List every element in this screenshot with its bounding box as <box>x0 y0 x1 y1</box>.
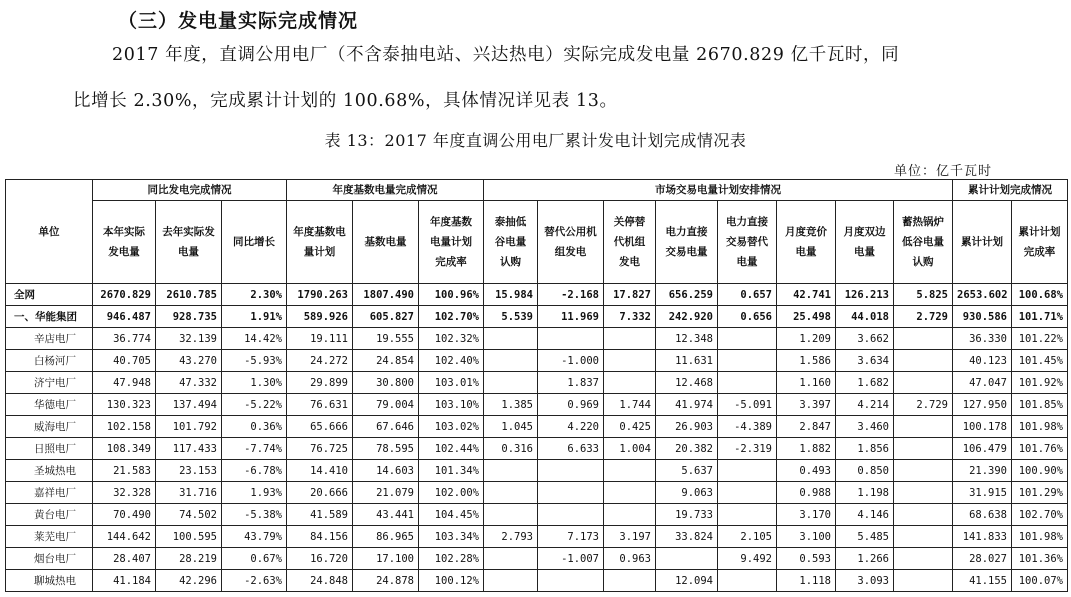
table-cell: 24.854 <box>353 350 419 372</box>
table-cell: 9.063 <box>656 482 718 504</box>
table-cell <box>718 350 777 372</box>
table-cell: -1.000 <box>538 350 604 372</box>
table-cell: 102.28% <box>419 548 484 570</box>
header-group: 累计计划完成情况 <box>953 180 1068 201</box>
table-cell: 0.425 <box>604 416 656 438</box>
row-unit-name: 威海电厂 <box>6 416 93 438</box>
generation-plan-table <box>5 179 1068 592</box>
subheader: 同比增长 <box>222 201 287 284</box>
subheader: 月度双边电量 <box>836 201 894 284</box>
table-cell <box>718 328 777 350</box>
subheader: 本年实际发电量 <box>93 201 156 284</box>
table-cell <box>894 350 953 372</box>
table-cell: 2670.829 <box>93 284 156 306</box>
table-cell: 19.733 <box>656 504 718 526</box>
table-cell: 242.920 <box>656 306 718 328</box>
table-cell: 101.792 <box>156 416 222 438</box>
table-cell: 76.631 <box>287 394 353 416</box>
subheader: 年度基数电量计划 <box>287 201 353 284</box>
table-cell <box>718 570 777 592</box>
table-cell: 36.774 <box>93 328 156 350</box>
table-cell: 130.323 <box>93 394 156 416</box>
table-cell: 33.824 <box>656 526 718 548</box>
table-cell: -2.168 <box>538 284 604 306</box>
row-unit-name: 一、华能集团 <box>6 306 93 328</box>
table-cell <box>484 482 538 504</box>
table-cell: 0.593 <box>777 548 836 570</box>
table-cell: 101.92% <box>1012 372 1068 394</box>
subheader: 泰抽低谷电量认购 <box>484 201 538 284</box>
table-cell: -5.091 <box>718 394 777 416</box>
table-cell <box>484 350 538 372</box>
table-cell: 946.487 <box>93 306 156 328</box>
table-cell <box>894 460 953 482</box>
table-cell: 31.915 <box>953 482 1012 504</box>
table-cell: 21.390 <box>953 460 1012 482</box>
table-cell: 1.118 <box>777 570 836 592</box>
table-cell: 2.847 <box>777 416 836 438</box>
table-cell: 43.441 <box>353 504 419 526</box>
table-cell <box>484 372 538 394</box>
table-cell: 100.96% <box>419 284 484 306</box>
table-cell: 47.948 <box>93 372 156 394</box>
table-cell <box>894 416 953 438</box>
table-cell <box>718 460 777 482</box>
table-cell: 0.963 <box>604 548 656 570</box>
table-cell: 42.741 <box>777 284 836 306</box>
header-group: 年度基数电量完成情况 <box>287 180 484 201</box>
table-cell: 3.197 <box>604 526 656 548</box>
table-cell <box>894 548 953 570</box>
table-cell: 0.67% <box>222 548 287 570</box>
table-cell: 7.173 <box>538 526 604 548</box>
table-cell <box>656 548 718 570</box>
table-cell: 20.382 <box>656 438 718 460</box>
table-cell: 1.837 <box>538 372 604 394</box>
table-cell <box>894 438 953 460</box>
table-cell: 1.586 <box>777 350 836 372</box>
table-cell: 1807.490 <box>353 284 419 306</box>
table-cell: 32.139 <box>156 328 222 350</box>
table-cell: 3.397 <box>777 394 836 416</box>
table-cell: 15.984 <box>484 284 538 306</box>
table-cell: 100.12% <box>419 570 484 592</box>
table-cell: 1.856 <box>836 438 894 460</box>
table-cell: 0.656 <box>718 306 777 328</box>
table-cell: 928.735 <box>156 306 222 328</box>
table-cell: 11.969 <box>538 306 604 328</box>
table-cell: 43.79% <box>222 526 287 548</box>
table-cell: 19.111 <box>287 328 353 350</box>
table-cell: 5.539 <box>484 306 538 328</box>
table-cell: 102.70% <box>419 306 484 328</box>
table-row <box>6 372 1068 394</box>
table-cell: 102.40% <box>419 350 484 372</box>
table-cell: 2.729 <box>894 394 953 416</box>
table-cell: 127.950 <box>953 394 1012 416</box>
table-cell: 40.123 <box>953 350 1012 372</box>
table-cell: 103.01% <box>419 372 484 394</box>
table-cell: 100.595 <box>156 526 222 548</box>
table-cell: 0.316 <box>484 438 538 460</box>
table-cell <box>718 504 777 526</box>
table-cell: 3.100 <box>777 526 836 548</box>
row-unit-name: 黄台电厂 <box>6 504 93 526</box>
table-cell: 30.800 <box>353 372 419 394</box>
table-cell: -5.22% <box>222 394 287 416</box>
table-cell: 101.22% <box>1012 328 1068 350</box>
table-cell: 14.410 <box>287 460 353 482</box>
table-cell: 1.045 <box>484 416 538 438</box>
table-cell: 101.29% <box>1012 482 1068 504</box>
table-cell: 101.45% <box>1012 350 1068 372</box>
table-cell <box>894 482 953 504</box>
table-cell <box>894 328 953 350</box>
table-cell: -5.38% <box>222 504 287 526</box>
table-cell: 102.158 <box>93 416 156 438</box>
table-cell: 101.76% <box>1012 438 1068 460</box>
table-cell <box>718 372 777 394</box>
header-unit: 单位 <box>6 180 93 284</box>
table-cell: 106.479 <box>953 438 1012 460</box>
table-cell: 0.988 <box>777 482 836 504</box>
table-body <box>6 284 1068 592</box>
table-cell: 28.027 <box>953 548 1012 570</box>
table-cell: 20.666 <box>287 482 353 504</box>
table-cell: 1.93% <box>222 482 287 504</box>
table-cell: 2.30% <box>222 284 287 306</box>
table-cell: 1.198 <box>836 482 894 504</box>
table-cell: 101.36% <box>1012 548 1068 570</box>
table-cell <box>604 504 656 526</box>
table-cell: 43.270 <box>156 350 222 372</box>
table-cell: 100.90% <box>1012 460 1068 482</box>
table-cell: -7.74% <box>222 438 287 460</box>
table-cell: 1790.263 <box>287 284 353 306</box>
table-cell: 1.004 <box>604 438 656 460</box>
table-cell: 1.385 <box>484 394 538 416</box>
table-cell: 36.330 <box>953 328 1012 350</box>
table-cell: 29.899 <box>287 372 353 394</box>
table-cell: 5.825 <box>894 284 953 306</box>
table-cell <box>538 328 604 350</box>
table-cell: 21.079 <box>353 482 419 504</box>
table-cell: -6.78% <box>222 460 287 482</box>
row-unit-name: 白杨河厂 <box>6 350 93 372</box>
table-cell: 102.70% <box>1012 504 1068 526</box>
table-cell: 589.926 <box>287 306 353 328</box>
table-cell: 47.332 <box>156 372 222 394</box>
table-cell: 24.878 <box>353 570 419 592</box>
table-cell: 74.502 <box>156 504 222 526</box>
subheader: 电力直接交易电量 <box>656 201 718 284</box>
table-cell: 5.637 <box>656 460 718 482</box>
table-cell <box>604 570 656 592</box>
table-cell: 41.184 <box>93 570 156 592</box>
table-cell: 103.10% <box>419 394 484 416</box>
table-cell: 0.969 <box>538 394 604 416</box>
table-cell <box>484 328 538 350</box>
row-unit-name: 全网 <box>6 284 93 306</box>
table-cell <box>604 350 656 372</box>
table-cell: 65.666 <box>287 416 353 438</box>
table-row <box>6 328 1068 350</box>
table-cell: 1.209 <box>777 328 836 350</box>
table-cell: -4.389 <box>718 416 777 438</box>
table-cell: 1.682 <box>836 372 894 394</box>
table-cell: 1.744 <box>604 394 656 416</box>
table-cell: 101.85% <box>1012 394 1068 416</box>
table-cell: -2.63% <box>222 570 287 592</box>
table-cell: 86.965 <box>353 526 419 548</box>
table-cell: 930.586 <box>953 306 1012 328</box>
row-unit-name: 日照电厂 <box>6 438 93 460</box>
table-cell: 0.850 <box>836 460 894 482</box>
table-cell <box>894 526 953 548</box>
table-cell <box>604 482 656 504</box>
table-row <box>6 306 1068 328</box>
table-cell: 70.490 <box>93 504 156 526</box>
subheader: 关停替代机组发电 <box>604 201 656 284</box>
table-cell: -2.319 <box>718 438 777 460</box>
table-cell: 3.460 <box>836 416 894 438</box>
table-cell: 9.492 <box>718 548 777 570</box>
table-cell: 1.30% <box>222 372 287 394</box>
table-row <box>6 504 1068 526</box>
table-cell <box>538 504 604 526</box>
table-cell <box>538 482 604 504</box>
header-group: 同比发电完成情况 <box>93 180 287 201</box>
table-cell: 101.98% <box>1012 526 1068 548</box>
table-cell <box>604 328 656 350</box>
table-cell: 0.493 <box>777 460 836 482</box>
table-cell: 1.882 <box>777 438 836 460</box>
table-row <box>6 460 1068 482</box>
table-cell: 656.259 <box>656 284 718 306</box>
table-cell: 4.220 <box>538 416 604 438</box>
row-unit-name: 烟台电厂 <box>6 548 93 570</box>
table-cell: 2.729 <box>894 306 953 328</box>
table-cell: 2.793 <box>484 526 538 548</box>
table-cell <box>894 372 953 394</box>
row-unit-name: 嘉祥电厂 <box>6 482 93 504</box>
table-cell: 23.153 <box>156 460 222 482</box>
table-cell: 126.213 <box>836 284 894 306</box>
table-cell: 3.093 <box>836 570 894 592</box>
table-cell: 108.349 <box>93 438 156 460</box>
table-cell: 3.170 <box>777 504 836 526</box>
table-cell: 47.047 <box>953 372 1012 394</box>
subheader: 累计计划 <box>953 201 1012 284</box>
row-unit-name: 华德电厂 <box>6 394 93 416</box>
table-row <box>6 350 1068 372</box>
table-cell: 4.214 <box>836 394 894 416</box>
table-cell: 41.155 <box>953 570 1012 592</box>
unit-label: 单位：亿千瓦时 <box>894 164 993 179</box>
table-cell: 16.720 <box>287 548 353 570</box>
table-cell: 11.631 <box>656 350 718 372</box>
table-cell: 42.296 <box>156 570 222 592</box>
subheader: 月度竞价电量 <box>777 201 836 284</box>
table-cell: 12.094 <box>656 570 718 592</box>
table-cell <box>718 482 777 504</box>
table-cell: 2.105 <box>718 526 777 548</box>
table-cell: 28.407 <box>93 548 156 570</box>
row-unit-name: 圣城热电 <box>6 460 93 482</box>
table-cell: 101.34% <box>419 460 484 482</box>
table-cell: -5.93% <box>222 350 287 372</box>
table-cell: 101.98% <box>1012 416 1068 438</box>
table-cell <box>538 460 604 482</box>
table-cell: 12.348 <box>656 328 718 350</box>
header-group: 市场交易电量计划安排情况 <box>484 180 953 201</box>
table-cell: 41.974 <box>656 394 718 416</box>
table-row <box>6 416 1068 438</box>
table-cell <box>484 548 538 570</box>
table-cell: 1.91% <box>222 306 287 328</box>
table-cell <box>894 504 953 526</box>
table-cell: 68.638 <box>953 504 1012 526</box>
table-caption: 表 13：2017 年度直调公用电厂累计发电计划完成情况表 <box>324 131 747 150</box>
table-cell: 14.42% <box>222 328 287 350</box>
table-cell: 17.827 <box>604 284 656 306</box>
subheader: 蓄热锅炉低谷电量认购 <box>894 201 953 284</box>
table-cell: 605.827 <box>353 306 419 328</box>
table-cell: 78.595 <box>353 438 419 460</box>
table-cell: 24.848 <box>287 570 353 592</box>
table-cell: 3.634 <box>836 350 894 372</box>
row-unit-name: 辛店电厂 <box>6 328 93 350</box>
table-cell: 79.004 <box>353 394 419 416</box>
table-cell: 102.44% <box>419 438 484 460</box>
section-heading: （三）发电量实际完成情况 <box>118 10 359 32</box>
table-cell: 1.160 <box>777 372 836 394</box>
table-cell: 100.07% <box>1012 570 1068 592</box>
table-cell: 1.266 <box>836 548 894 570</box>
table-cell: 12.468 <box>656 372 718 394</box>
table-cell: 84.156 <box>287 526 353 548</box>
table-cell: 0.36% <box>222 416 287 438</box>
table-cell: 40.705 <box>93 350 156 372</box>
subheader: 基数电量 <box>353 201 419 284</box>
table-cell: 19.555 <box>353 328 419 350</box>
table-cell <box>538 570 604 592</box>
table-cell: 14.603 <box>353 460 419 482</box>
table-row <box>6 526 1068 548</box>
table-cell: 24.272 <box>287 350 353 372</box>
table-cell: 17.100 <box>353 548 419 570</box>
table-cell: 100.178 <box>953 416 1012 438</box>
subheader: 年度基数电量计划完成率 <box>419 201 484 284</box>
row-unit-name: 莱芜电厂 <box>6 526 93 548</box>
table-cell: 144.642 <box>93 526 156 548</box>
table-cell: 7.332 <box>604 306 656 328</box>
table-cell: 103.02% <box>419 416 484 438</box>
table-cell: 67.646 <box>353 416 419 438</box>
subheader: 去年实际发电量 <box>156 201 222 284</box>
subheader: 替代公用机组发电 <box>538 201 604 284</box>
table-row <box>6 438 1068 460</box>
table-cell: 100.68% <box>1012 284 1068 306</box>
subheader: 累计计划完成率 <box>1012 201 1068 284</box>
table-row <box>6 570 1068 592</box>
table-cell: 32.328 <box>93 482 156 504</box>
table-row <box>6 394 1068 416</box>
table-cell: -1.007 <box>538 548 604 570</box>
table-row <box>6 548 1068 570</box>
table-cell: 41.589 <box>287 504 353 526</box>
table-cell: 25.498 <box>777 306 836 328</box>
subheader: 电力直接交易替代电量 <box>718 201 777 284</box>
table-cell: 117.433 <box>156 438 222 460</box>
paragraph-line-1: 2017 年度，直调公用电厂（不含泰抽电站、兴达热电）实际完成发电量 2670.829 亿千瓦时，同 <box>112 45 900 65</box>
table-cell: 44.018 <box>836 306 894 328</box>
table-cell: 31.716 <box>156 482 222 504</box>
table-cell: 0.657 <box>718 284 777 306</box>
table-cell <box>484 460 538 482</box>
table-cell <box>604 460 656 482</box>
table-cell: 102.32% <box>419 328 484 350</box>
table-cell: 2653.602 <box>953 284 1012 306</box>
table-cell: 2610.785 <box>156 284 222 306</box>
row-unit-name: 聊城热电 <box>6 570 93 592</box>
table-cell: 103.34% <box>419 526 484 548</box>
table-cell: 4.146 <box>836 504 894 526</box>
table-cell: 104.45% <box>419 504 484 526</box>
table-cell: 101.71% <box>1012 306 1068 328</box>
table-cell: 21.583 <box>93 460 156 482</box>
table-cell: 28.219 <box>156 548 222 570</box>
table-cell <box>894 570 953 592</box>
table-cell <box>604 372 656 394</box>
row-unit-name: 济宁电厂 <box>6 372 93 394</box>
table-cell: 6.633 <box>538 438 604 460</box>
table-cell: 141.833 <box>953 526 1012 548</box>
table-cell: 137.494 <box>156 394 222 416</box>
table-row <box>6 482 1068 504</box>
table-cell: 26.903 <box>656 416 718 438</box>
table-cell: 3.662 <box>836 328 894 350</box>
table-cell <box>484 504 538 526</box>
table-cell <box>484 570 538 592</box>
table-cell: 102.00% <box>419 482 484 504</box>
table-row <box>6 284 1068 306</box>
paragraph-line-2: 比增长 2.30%，完成累计计划的 100.68%，具体情况详见表 13。 <box>73 91 618 111</box>
table-cell: 76.725 <box>287 438 353 460</box>
table-cell: 5.485 <box>836 526 894 548</box>
